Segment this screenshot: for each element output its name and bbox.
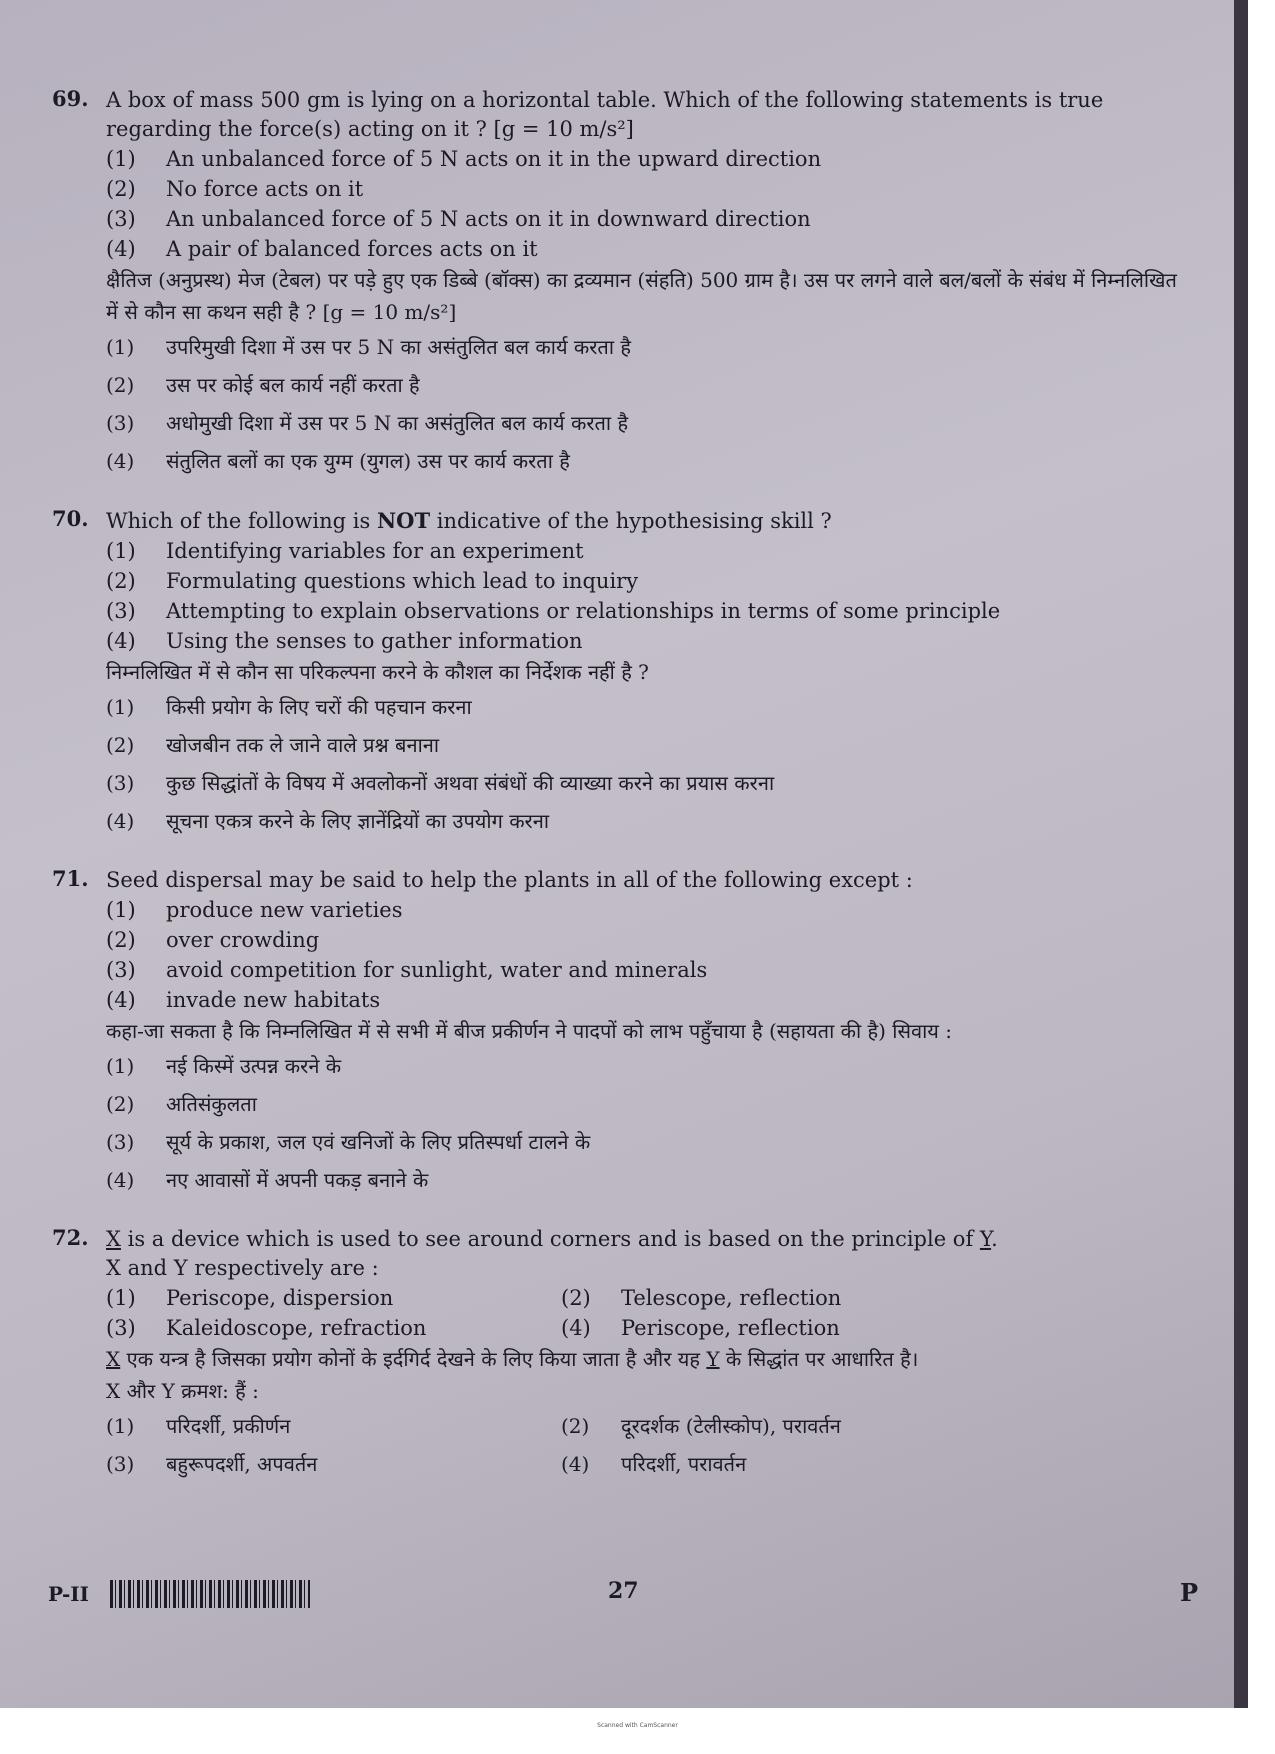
- option-text: Attempting to explain observations or relationships in terms of some principle: [166, 599, 1001, 623]
- page-number: 27: [608, 1578, 639, 1604]
- option: [106, 1161, 1182, 1199]
- option-text: Using the senses to gather information: [166, 629, 583, 653]
- option-number: (4): [106, 449, 135, 473]
- question-number: 70.: [52, 506, 89, 531]
- option-number: (1): [106, 1286, 136, 1310]
- option-text: Periscope, dispersion: [166, 1286, 394, 1310]
- option: [106, 174, 1182, 204]
- question-text-hi: कहा-जा सकता है कि निम्नलिखित में से सभी में बीज प्रकीर्णन ने पादपों को लाभ पहुँचाया है (सहायता की है) सिवाय :: [106, 1019, 952, 1043]
- option: [106, 442, 1182, 480]
- option-text: नए आवासों में अपनी पकड़ बनाने के: [166, 1168, 429, 1192]
- option-text: over crowding: [166, 928, 320, 952]
- question-text-hi: क्षैतिज (अनुप्रस्थ) मेज (टेबल) पर पड़े हुए एक डिब्बे (बॉक्स) का द्रव्यमान (संहति) 500 ग्राम है। उस पर लगने वाले बल/बलों के संबंध में निम्नलिखित में से कौन सा कथन सही है ? [g = 10 m/s²]: [106, 268, 1177, 324]
- question-text-part: is a device which is used to see around corners and is based on the principle of: [120, 1227, 980, 1251]
- option-text: No force acts on it: [166, 177, 364, 201]
- option-number: (2): [106, 1092, 135, 1116]
- question-text-hi: निम्नलिखित में से कौन सा परिकल्पना करने के कौशल का निर्देशक नहीं है ?: [106, 660, 649, 684]
- option: [561, 1407, 1182, 1445]
- question-text-en: Seed dispersal may be said to help the plants in all of the following except :: [106, 868, 913, 892]
- question-text-en: A box of mass 500 gm is lying on a horizontal table. Which of the following statements is true regarding the force(s) acting on it ? [g = 10 m/s²]: [106, 88, 1104, 141]
- options-en: [106, 1283, 1182, 1343]
- question-text-part: X and Y respectively are :: [106, 1256, 379, 1280]
- option: [106, 404, 1182, 442]
- option-number: (4): [561, 1316, 591, 1340]
- option-number: (1): [106, 898, 136, 922]
- blank-x: X: [106, 1347, 121, 1371]
- options-hi: [106, 328, 1182, 480]
- option: [106, 764, 1182, 802]
- option: [106, 204, 1182, 234]
- options-hi: [106, 1407, 1182, 1483]
- question-text-part: Which of the following is: [106, 509, 377, 533]
- option-number: (2): [106, 177, 136, 201]
- option: [106, 626, 1182, 656]
- option: [106, 566, 1182, 596]
- option-number: (4): [561, 1452, 590, 1476]
- question-70: [52, 506, 1182, 840]
- option-number: (3): [106, 1316, 136, 1340]
- option: [106, 802, 1182, 840]
- question-71: [52, 866, 1182, 1199]
- question-emphasis: NOT: [376, 508, 431, 533]
- option-number: (2): [106, 928, 136, 952]
- option: [106, 895, 1182, 925]
- blank-x: X: [106, 1227, 121, 1251]
- option-number: (3): [106, 207, 136, 231]
- option-text: produce new varieties: [166, 898, 403, 922]
- option: [106, 1313, 561, 1343]
- option: [106, 1407, 561, 1445]
- option: [106, 1047, 1182, 1085]
- question-text-part: indicative of the hypothesising skill ?: [430, 509, 832, 533]
- question-text-part: एक यन्त्र है जिसका प्रयोग कोनों के इर्दगिर्द देखने के लिए किया जाता है और यह: [120, 1347, 707, 1371]
- option-text: Identifying variables for an experiment: [166, 539, 584, 563]
- questions-area: [52, 86, 1182, 1509]
- option: [106, 144, 1182, 174]
- option-text: उस पर कोई बल कार्य नहीं करता है: [166, 373, 420, 397]
- page-footer: [48, 1578, 1198, 1618]
- option-text: avoid competition for sunlight, water and minerals: [166, 958, 708, 982]
- option-text: उपरिमुखी दिशा में उस पर 5 N का असंतुलित बल कार्य करता है: [166, 335, 631, 359]
- blank-y: Y: [706, 1347, 720, 1371]
- option-number: (1): [106, 539, 136, 563]
- option-text: सूर्य के प्रकाश, जल एवं खनिजों के लिए प्रतिस्पर्धा टालने के: [166, 1130, 591, 1154]
- options-en: [106, 536, 1182, 656]
- option-number: (3): [106, 599, 136, 623]
- option: [106, 726, 1182, 764]
- option: [106, 536, 1182, 566]
- question-text-part: X और Y क्रमश: हैं :: [106, 1379, 259, 1403]
- option-text: An unbalanced force of 5 N acts on it in the upward direction: [166, 147, 822, 171]
- option-text: Telescope, reflection: [621, 1286, 842, 1310]
- question-text-part: के सिद्धांत पर आधारित है।: [719, 1347, 919, 1371]
- option-number: (1): [106, 1054, 135, 1078]
- option: [106, 925, 1182, 955]
- options-hi: [106, 1047, 1182, 1199]
- options-en: [106, 144, 1182, 264]
- option-number: (4): [106, 629, 136, 653]
- option: [106, 1445, 561, 1483]
- question-72: [52, 1225, 1182, 1483]
- option-text: Kaleidoscope, refraction: [166, 1316, 427, 1340]
- option-number: (2): [106, 733, 135, 757]
- option-text: सूचना एकत्र करने के लिए ज्ञानेंद्रियों का उपयोग करना: [166, 809, 550, 833]
- option-text: invade new habitats: [166, 988, 381, 1012]
- option: [561, 1313, 1182, 1343]
- option: [106, 955, 1182, 985]
- options-hi: [106, 688, 1182, 840]
- option: [106, 1283, 561, 1313]
- option-text: दूरदर्शक (टेलीस्कोप), परावर्तन: [621, 1414, 841, 1438]
- option-text: बहुरूपदर्शी, अपवर्तन: [166, 1452, 318, 1476]
- option-number: (4): [106, 1168, 135, 1192]
- option: [561, 1445, 1182, 1483]
- option-number: (3): [106, 958, 136, 982]
- question-69: [52, 86, 1182, 480]
- option-number: (1): [106, 147, 136, 171]
- set-code: P: [1179, 1578, 1198, 1607]
- option-text: A pair of balanced forces acts on it: [166, 237, 538, 261]
- option: [106, 985, 1182, 1015]
- paper-code: P-II: [48, 1582, 89, 1606]
- option-number: (2): [106, 569, 136, 593]
- option: [561, 1283, 1182, 1313]
- option-text: कुछ सिद्धांतों के विषय में अवलोकनों अथवा संबंधों की व्याख्या करने का प्रयास करना: [166, 771, 775, 795]
- question-number: 71.: [52, 866, 89, 891]
- question-text-hi: [106, 1343, 1182, 1407]
- question-text-en: [106, 1225, 1182, 1283]
- option-number: (2): [561, 1414, 590, 1438]
- option-text: अतिसंकुलता: [166, 1092, 257, 1116]
- option-text: खोजबीन तक ले जाने वाले प्रश्न बनाना: [166, 733, 440, 757]
- question-text-en: [106, 506, 1182, 536]
- option-number: (1): [106, 695, 135, 719]
- option-number: (3): [106, 1452, 135, 1476]
- question-number: 72.: [52, 1225, 89, 1250]
- option-text: Formulating questions which lead to inquiry: [166, 569, 639, 593]
- option: [106, 366, 1182, 404]
- blank-y: Y: [979, 1227, 992, 1251]
- option-number: (4): [106, 237, 136, 261]
- options-en: [106, 895, 1182, 1015]
- option-text: परिदर्शी, प्रकीर्णन: [166, 1414, 291, 1438]
- option-text: An unbalanced force of 5 N acts on it in downward direction: [166, 207, 811, 231]
- option-text: अधोमुखी दिशा में उस पर 5 N का असंतुलित बल कार्य करता है: [166, 411, 629, 435]
- option-text: संतुलित बलों का एक युग्म (युगल) उस पर कार्य करता है: [166, 449, 570, 473]
- option-text: परिदर्शी, परावर्तन: [621, 1452, 747, 1476]
- option: [106, 596, 1182, 626]
- option-number: (1): [106, 1414, 135, 1438]
- option-text: नई किस्में उत्पन्न करने के: [166, 1054, 342, 1078]
- option-number: (3): [106, 771, 135, 795]
- option: [106, 1123, 1182, 1161]
- option: [106, 688, 1182, 726]
- question-number: 69.: [52, 86, 89, 111]
- option-text: Periscope, reflection: [621, 1316, 840, 1340]
- option-number: (4): [106, 809, 135, 833]
- option-number: (2): [106, 373, 135, 397]
- option: [106, 328, 1182, 366]
- option-number: (4): [106, 988, 136, 1012]
- question-text-part: .: [991, 1227, 998, 1251]
- option: [106, 234, 1182, 264]
- scanner-watermark: Scanned with CamScanner: [597, 1722, 678, 1729]
- option-number: (2): [561, 1286, 591, 1310]
- option-text: किसी प्रयोग के लिए चरों की पहचान करना: [166, 695, 472, 719]
- option-number: (1): [106, 335, 135, 359]
- barcode: [110, 1580, 310, 1608]
- option: [106, 1085, 1182, 1123]
- option-number: (3): [106, 411, 135, 435]
- option-number: (3): [106, 1130, 135, 1154]
